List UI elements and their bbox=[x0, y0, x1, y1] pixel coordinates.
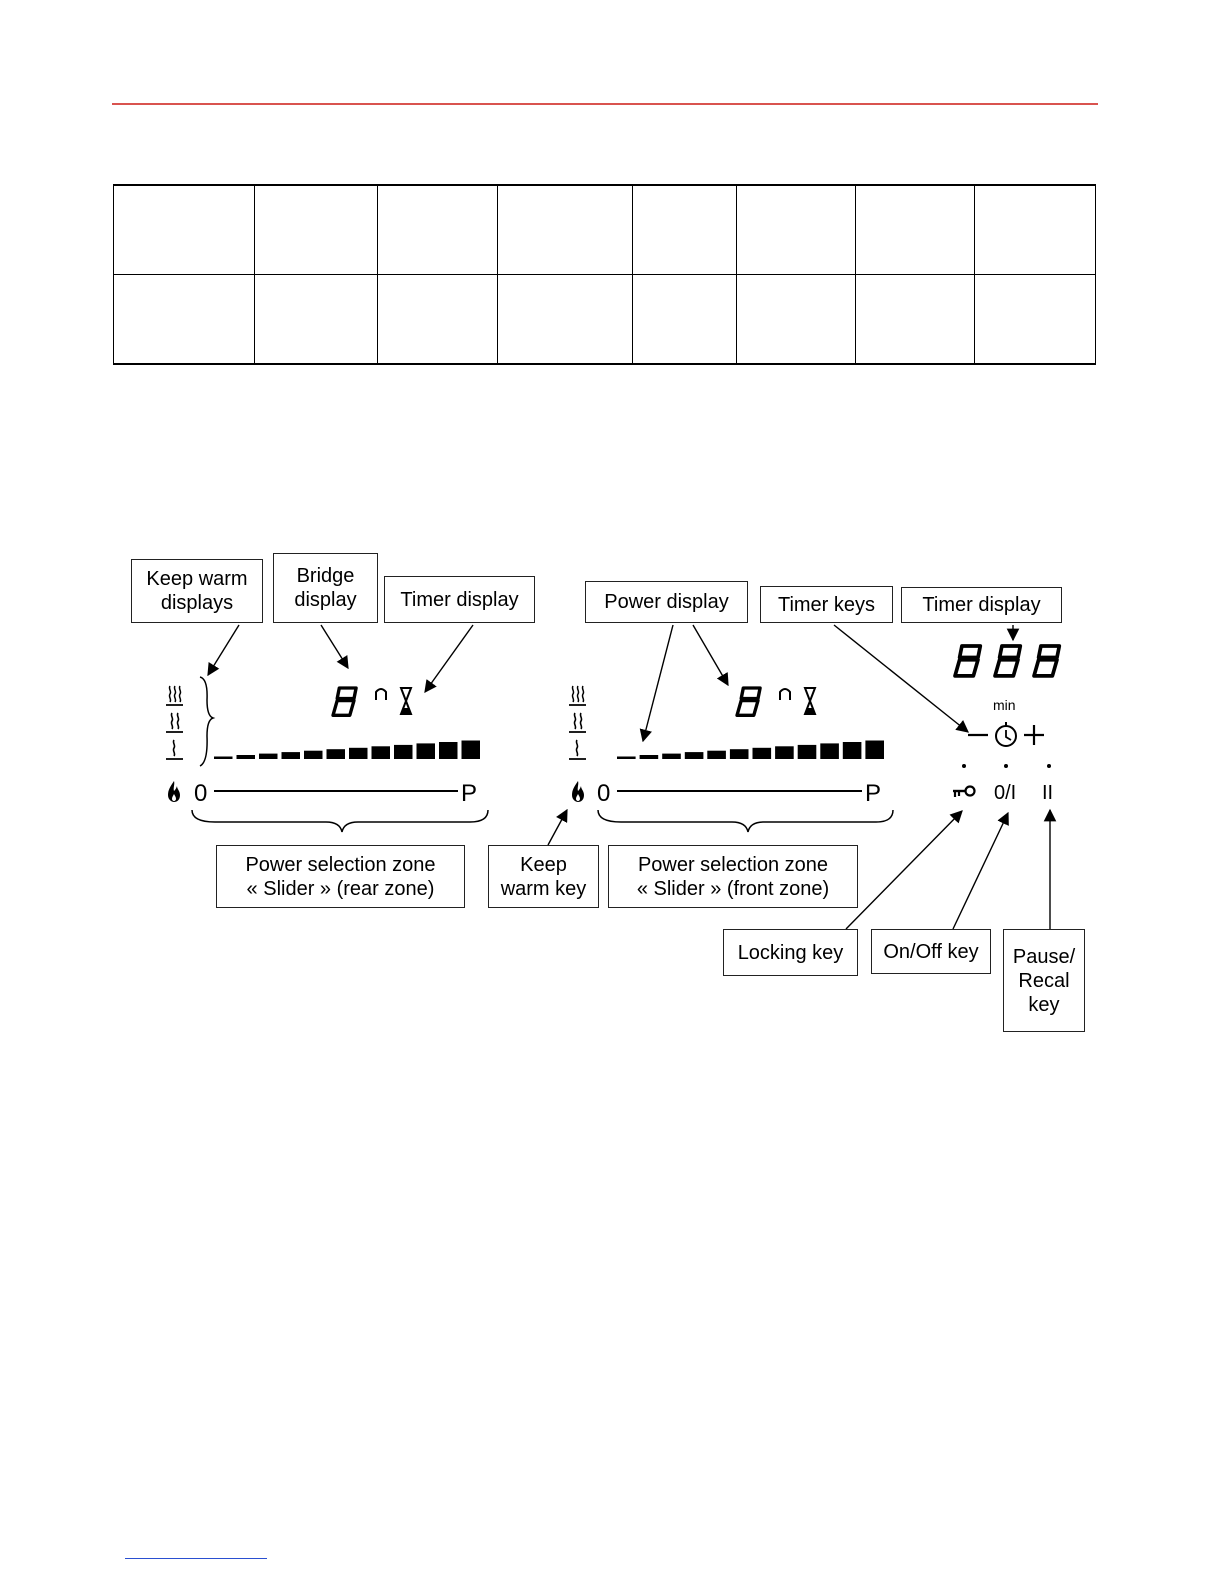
power-bar-segment bbox=[865, 741, 884, 760]
pause-key[interactable]: II bbox=[1042, 782, 1054, 804]
slider-brace-rear bbox=[192, 810, 488, 832]
power-bar-segment bbox=[685, 752, 704, 759]
power-bar-segment bbox=[349, 748, 368, 759]
timer-plus-key[interactable] bbox=[1024, 725, 1044, 745]
label-onoff-key: On/Off key bbox=[871, 929, 991, 974]
label-power-display: Power display bbox=[585, 581, 748, 623]
power-bar-segment bbox=[798, 745, 817, 759]
label-locking-key: Locking key bbox=[723, 929, 858, 976]
keep-warm-icon-level-3 bbox=[166, 686, 183, 705]
power-bar-segment bbox=[820, 743, 839, 759]
power-bar-segment bbox=[730, 749, 749, 759]
callout-arrows bbox=[208, 625, 1050, 929]
slider-max-label-rear: P bbox=[461, 780, 478, 807]
power-digit-rear bbox=[333, 688, 356, 715]
arrow-timer-display-left bbox=[425, 625, 473, 692]
power-bar-rear bbox=[214, 741, 480, 760]
label-keep-warm-key: Keep warm key bbox=[488, 845, 599, 908]
clock-icon bbox=[996, 722, 1016, 746]
label-timer-display-left: Timer display bbox=[384, 576, 535, 623]
power-bar-segment bbox=[372, 746, 391, 759]
label-timer-keys: Timer keys bbox=[760, 586, 893, 623]
keep-warm-icon-level-1 bbox=[166, 740, 183, 759]
keep-warm-brace bbox=[200, 677, 213, 766]
arrow-power-display-bar bbox=[643, 625, 673, 741]
bridge-icon bbox=[780, 689, 790, 700]
power-bar-segment bbox=[753, 748, 772, 759]
power-bar-segment bbox=[462, 741, 481, 760]
keep-warm-icon-level-2 bbox=[166, 713, 183, 732]
flame-icon[interactable] bbox=[572, 781, 584, 802]
indicator-dot-pause bbox=[1047, 764, 1051, 768]
key-icon[interactable] bbox=[953, 787, 975, 798]
power-bar-segment bbox=[304, 751, 323, 759]
power-bar-segment bbox=[237, 755, 256, 759]
arrow-keep-warm-displays bbox=[208, 625, 239, 675]
power-bar-segment bbox=[662, 754, 681, 759]
power-bar-segment bbox=[843, 742, 862, 759]
arrow-keep-warm-key bbox=[548, 810, 567, 845]
indicator-dot-onoff bbox=[1004, 764, 1008, 768]
footer-link-rule bbox=[125, 1558, 267, 1559]
power-bar-segment bbox=[707, 751, 726, 759]
power-bar-segment bbox=[394, 745, 413, 759]
power-bar-segment bbox=[282, 752, 301, 759]
label-bridge-display: Bridge display bbox=[273, 553, 378, 623]
hourglass-icon bbox=[805, 688, 815, 714]
hourglass-icon bbox=[401, 688, 411, 714]
arrow-bridge-display bbox=[321, 625, 348, 668]
label-pause-key: Pause/ Recal key bbox=[1003, 929, 1085, 1032]
timer-digit-2 bbox=[995, 646, 1020, 676]
flame-icon bbox=[168, 781, 180, 802]
power-bar-segment bbox=[259, 754, 278, 759]
label-power-zone-front: Power selection zone « Slider » (front zone) bbox=[608, 845, 858, 908]
power-bar-segment bbox=[775, 746, 794, 759]
power-bar-segment bbox=[214, 757, 233, 760]
power-bar-front bbox=[617, 741, 884, 760]
keep-warm-icon-level-1 bbox=[569, 740, 586, 759]
power-bar-segment bbox=[327, 749, 346, 759]
power-bar-segment bbox=[417, 743, 436, 759]
power-bar-segment bbox=[640, 755, 659, 759]
arrow-locking-key bbox=[846, 811, 962, 929]
onoff-key[interactable]: 0/I bbox=[994, 782, 1017, 804]
slider-min-label-front: 0 bbox=[597, 780, 611, 807]
power-bar-segment bbox=[617, 757, 636, 760]
slider-max-label-front: P bbox=[865, 780, 882, 807]
power-bar-segment bbox=[439, 742, 458, 759]
keep-warm-icon-level-3 bbox=[569, 686, 586, 705]
arrow-timer-keys bbox=[834, 625, 968, 732]
bridge-icon bbox=[376, 689, 386, 700]
arrow-onoff-key bbox=[953, 813, 1008, 929]
label-keep-warm-displays: Keep warm displays bbox=[131, 559, 263, 623]
indicator-dot-lock bbox=[962, 764, 966, 768]
arrow-power-display-digit bbox=[693, 625, 728, 685]
keep-warm-icon-level-2 bbox=[569, 713, 586, 732]
timer-digit-3 bbox=[1034, 646, 1059, 676]
label-timer-display-right: Timer display bbox=[901, 587, 1062, 623]
slider-min-label-rear: 0 bbox=[194, 780, 208, 807]
slider-brace-front bbox=[598, 810, 893, 832]
power-digit-front bbox=[737, 688, 760, 715]
timer-unit-label: min bbox=[993, 697, 1016, 713]
label-power-zone-rear: Power selection zone « Slider » (rear zone) bbox=[216, 845, 465, 908]
timer-digit-1 bbox=[955, 646, 980, 676]
